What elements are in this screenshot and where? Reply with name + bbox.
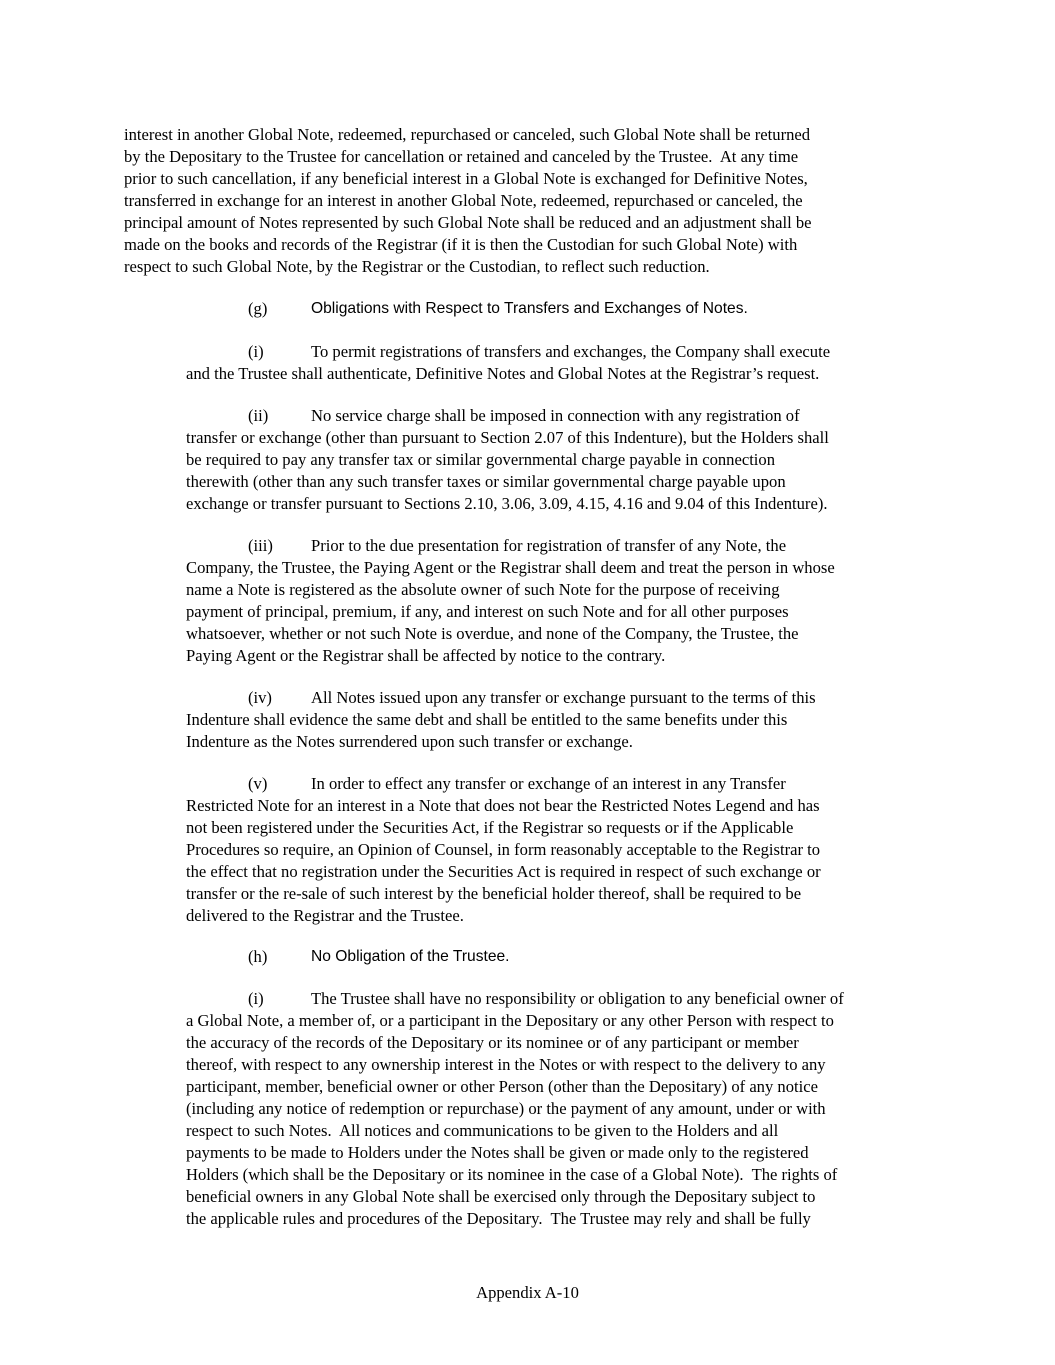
text-line: beneficial owners in any Global Note shall be exercised only through the Depositary subject to [186,1187,816,1206]
text-line: by the Depositary to the Trustee for cancellation or retained and canceled by the Trustee. At any time [124,147,799,166]
text-line: interest in another Global Note, redeemed, repurchased or canceled, such Global Note shall be returned [124,125,811,144]
text-line: not been registered under the Securities Act, if the Registrar so requests or if the Applicable [186,818,794,837]
text-line: participant, member, beneficial owner or other Person (other than the Depositary) of any notice [186,1077,818,1096]
text-line: respect to such Global Note, by the Registrar or the Custodian, to reflect such reduction. [124,257,710,276]
text-line: Indenture shall evidence the same debt and shall be entitled to the same benefits under this [186,710,788,729]
text-line: To permit registrations of transfers and exchanges, the Company shall execute [311,342,831,361]
text-line: payments to be made to Holders under the Notes shall be given or made only to the registered [186,1143,809,1162]
text-line: made on the books and records of the Registrar (if it is then the Custodian for such Global Note) with [124,235,798,254]
text-line: and the Trustee shall authenticate, Definitive Notes and Global Notes at the Registrar’s request. [186,364,820,383]
text-line: the applicable rules and procedures of the Depositary. The Trustee may rely and shall be fully [186,1209,811,1228]
text-line: payment of principal, premium, if any, and interest on such Note and for all other purposes [186,602,789,621]
text-line: transfer or the re-sale of such interest by the beneficial holder thereof, shall be required to be [186,884,802,903]
text-line: Holders (which shall be the Depositary or its nominee in the case of a Global Note). The rights of [186,1165,838,1184]
text-line: delivered to the Registrar and the Trustee. [186,906,464,925]
text-line: Indenture as the Notes surrendered upon such transfer or exchange. [186,732,633,751]
section-number: (h) [248,947,268,966]
paragraph-number: (v) [248,774,268,793]
text-line: principal amount of Notes represented by such Global Note shall be reduced and an adjustment shall be [124,213,812,232]
text-line: Paying Agent or the Registrar shall be affected by notice to the contrary. [186,646,666,665]
text-line: name a Note is registered as the absolute owner of such Note for the purpose of receiving [186,580,780,599]
text-line: Company, the Trustee, the Paying Agent or the Registrar shall deem and treat the person in whose [186,558,835,577]
paragraph-number: (iii) [248,536,273,555]
text-line: be required to pay any transfer tax or similar governmental charge payable in connection [186,450,776,469]
paragraph-number: (iv) [248,688,272,707]
text-line: therewith (other than any such transfer taxes or similar governmental charge payable upon [186,472,786,491]
text-line: transfer or exchange (other than pursuant to Section 2.07 of this Indenture), but the Holders shall [186,428,829,447]
text-line: a Global Note, a member of, or a participant in the Depositary or any other Person with respect to [186,1011,834,1030]
paragraph-number: (ii) [248,406,269,425]
text-line: The Trustee shall have no responsibility or obligation to any beneficial owner of [311,989,844,1008]
text-line: exchange or transfer pursuant to Sections 2.10, 3.06, 3.09, 4.15, 4.16 and 9.04 of this Indenture). [186,494,828,513]
text-line: All Notes issued upon any transfer or exchange pursuant to the terms of this [311,688,816,707]
page-footer: Appendix A-10 [476,1283,579,1302]
text-line: prior to such cancellation, if any beneficial interest in a Global Note is exchanged for Definitive Notes, [124,169,808,188]
text-line: the accuracy of the records of the Depositary or its nominee or of any participant or member [186,1033,799,1052]
text-line: respect to such Notes. All notices and communications to be given to the Holders and all [186,1121,779,1140]
section-title: No Obligation of the Trustee. [311,948,510,965]
text-line: thereof, with respect to any ownership interest in the Notes or with respect to the delivery to any [186,1055,826,1074]
paragraph-number: (i) [248,989,264,1008]
paragraph-number: (i) [248,342,264,361]
text-line: the effect that no registration under the Securities Act is required in respect of such exchange or [186,862,821,881]
text-line: Restricted Note for an interest in a Note that does not bear the Restricted Notes Legend and has [186,796,820,815]
text-line: (including any notice of redemption or repurchase) or the payment of any amount, under or with [186,1099,826,1118]
text-line: transferred in exchange for an interest in another Global Note, redeemed, repurchased or canceled, the [124,191,803,210]
section-number: (g) [248,299,268,318]
text-line: In order to effect any transfer or exchange of an interest in any Transfer [311,774,786,793]
text-line: Procedures so require, an Opinion of Counsel, in form reasonably acceptable to the Registrar to [186,840,821,859]
text-line: whatsoever, whether or not such Note is overdue, and none of the Company, the Trustee, the [186,624,799,643]
section-title: Obligations with Respect to Transfers and Exchanges of Notes. [311,300,748,317]
text-line: No service charge shall be imposed in connection with any registration of [311,406,800,425]
text-line: Prior to the due presentation for registration of transfer of any Note, the [311,536,787,555]
